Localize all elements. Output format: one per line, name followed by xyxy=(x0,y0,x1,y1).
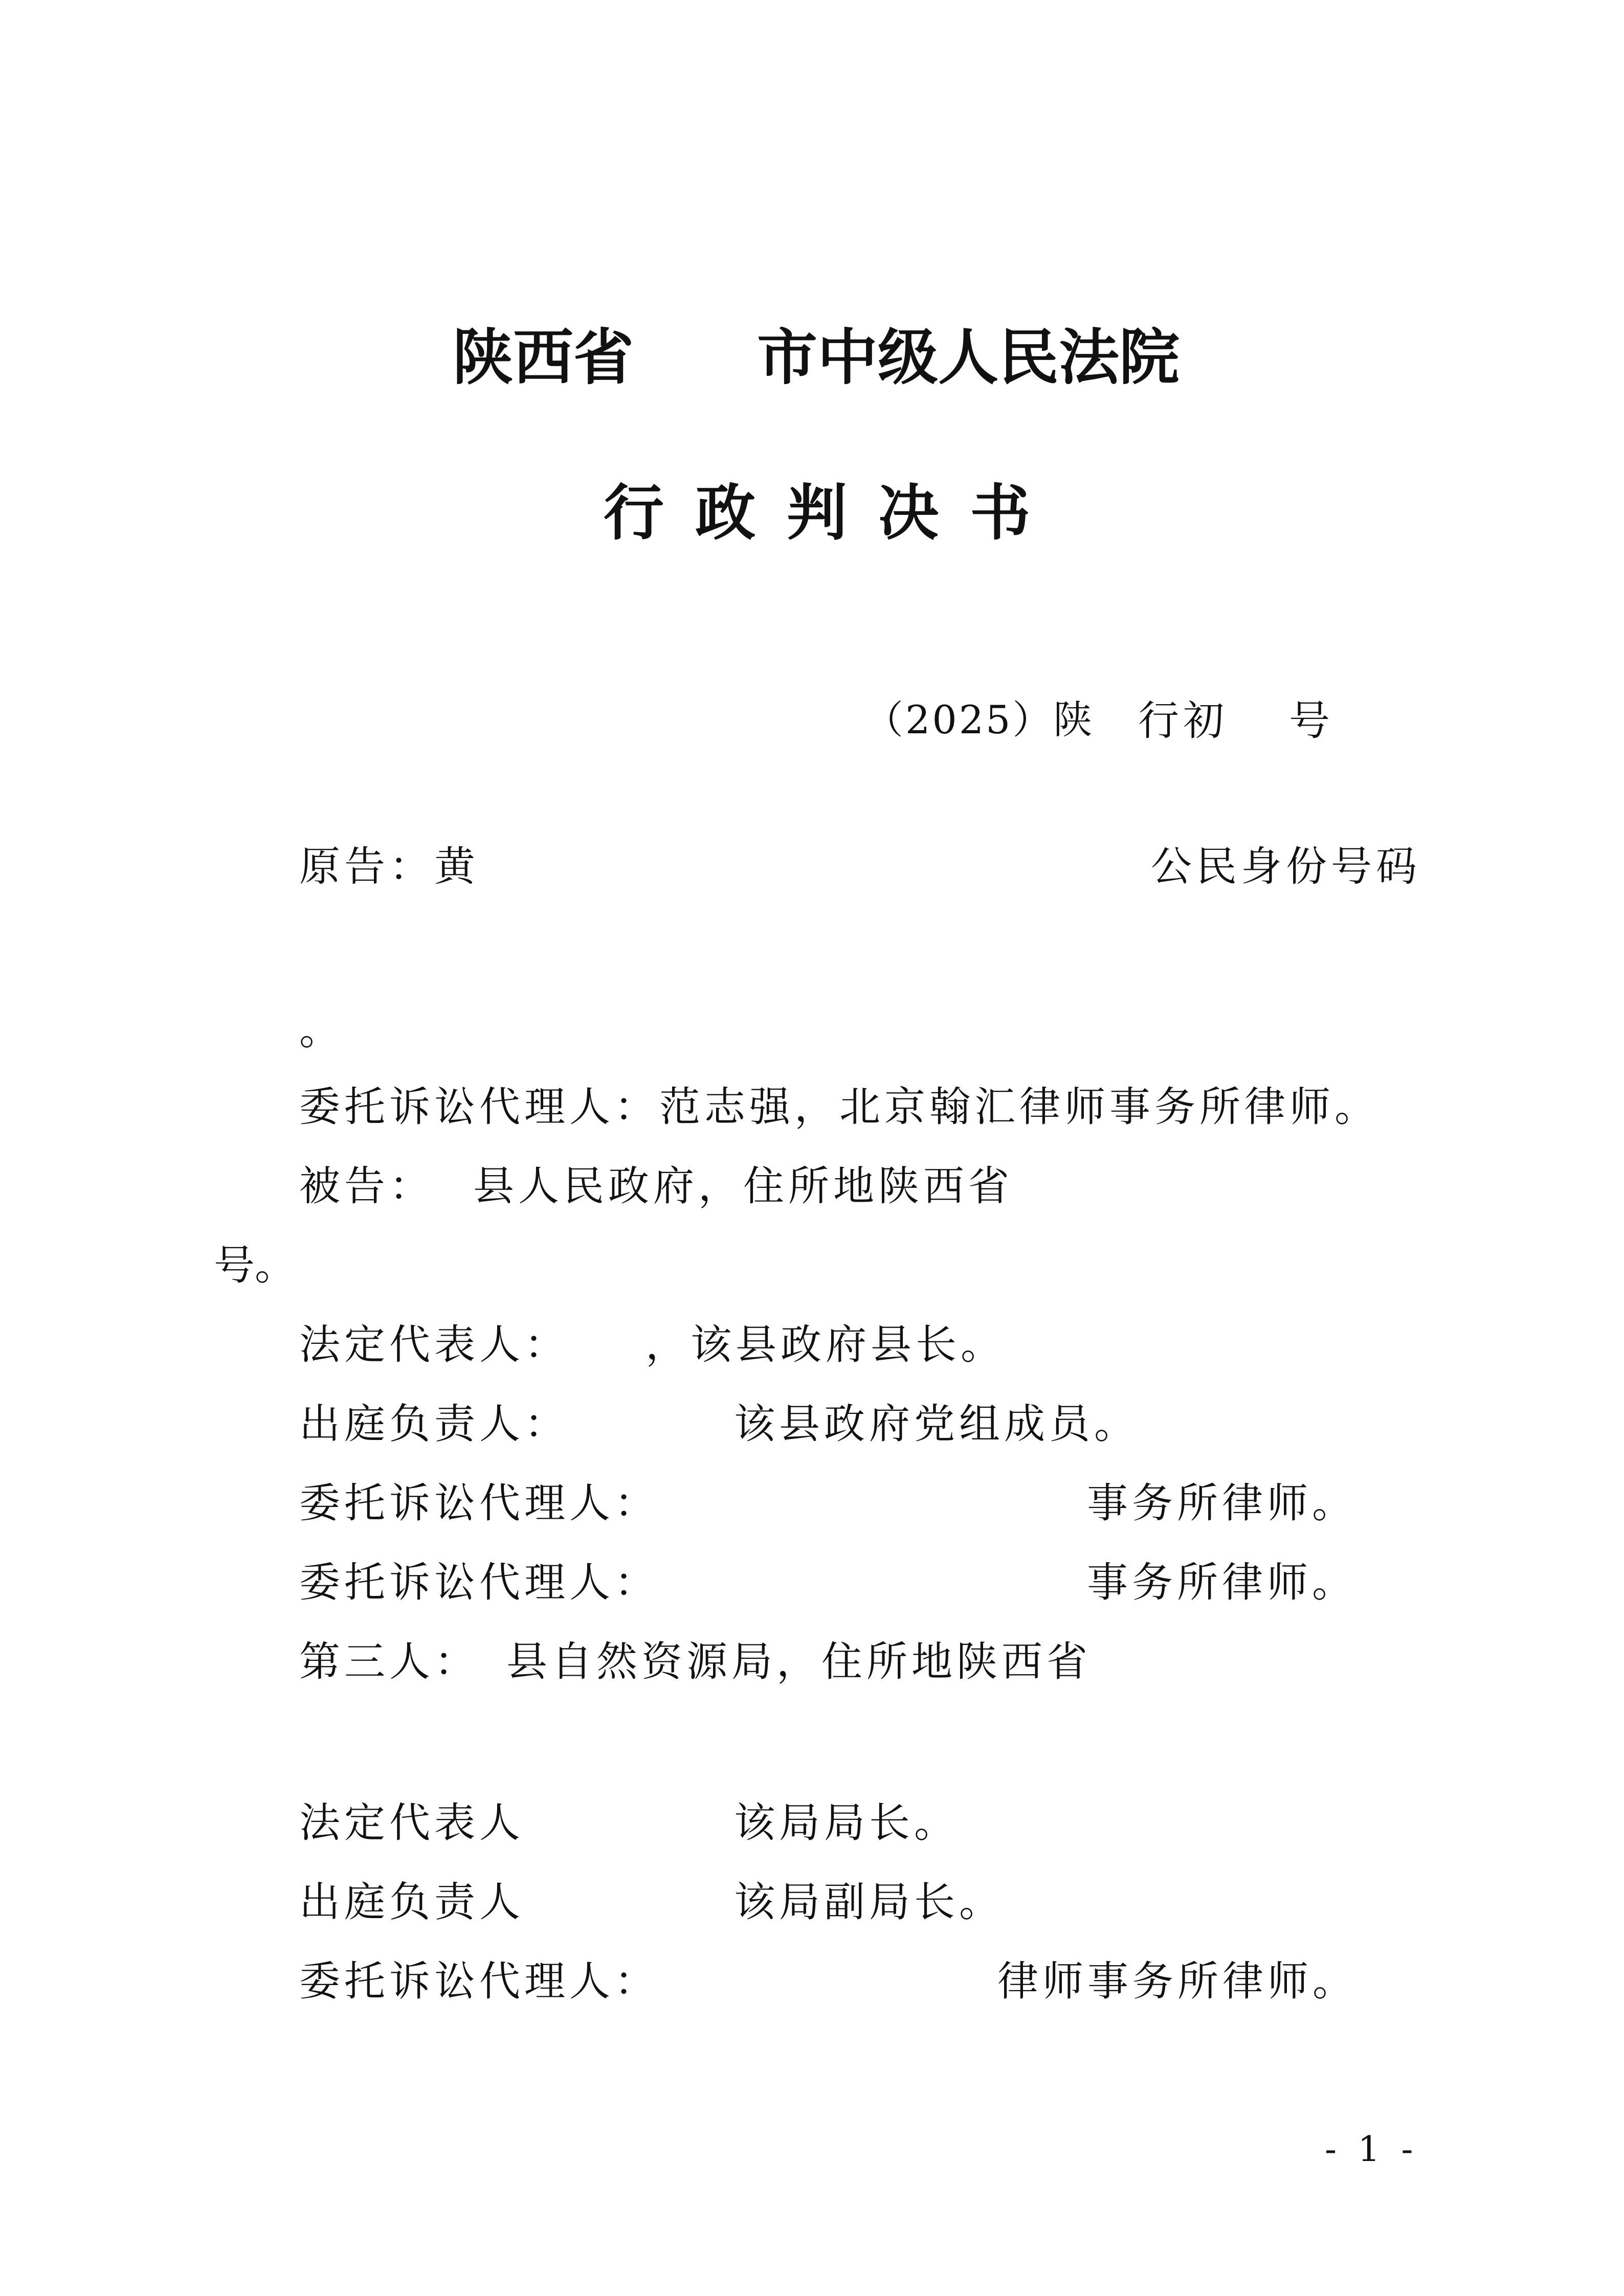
court-name-suffix: 市中级人民法院 xyxy=(757,322,1180,393)
third-party-agent-text: 律师事务所律师。 xyxy=(997,1957,1358,2005)
case-number-middle: 行初 xyxy=(1138,697,1228,745)
defendant-agent-1-label: 委托诉讼代理人： xyxy=(299,1479,659,1527)
plaintiff-id-label: 公民身份号码 xyxy=(1151,843,1421,890)
third-party-court-responsible-text: 该局副局长。 xyxy=(734,1878,1004,1926)
third-party-representative-label: 法定代表人 xyxy=(299,1799,524,1847)
defendant-agent-1-text: 事务所律师。 xyxy=(1087,1479,1357,1527)
plaintiff-name: 原告：黄 xyxy=(299,843,479,890)
third-party-text: 县自然资源局，住所地陕西省 xyxy=(506,1638,1092,1685)
case-number-year: （2025）陕 xyxy=(864,697,1095,742)
third-party-label: 第三人： xyxy=(299,1638,479,1685)
case-number-suffix: 号 xyxy=(1289,697,1330,745)
third-party-representative-text: 该局局长。 xyxy=(734,1799,959,1847)
page-number: - 1 - xyxy=(1325,2129,1418,2170)
defendant-representative-label: 法定代表人： xyxy=(299,1321,569,1368)
plaintiff-agent: 委托诉讼代理人：范志强，北京翰汇律师事务所律师。 xyxy=(299,1083,1380,1131)
third-party-court-responsible-label: 出庭负责人 xyxy=(299,1878,524,1926)
defendant-text: 县人民政府，住所地陕西省 xyxy=(473,1162,1013,1210)
defendant-agent-2-text: 事务所律师。 xyxy=(1087,1559,1357,1606)
defendant-representative-text: ，该县政府县长。 xyxy=(646,1321,1006,1368)
defendant-label: 被告： xyxy=(299,1162,434,1210)
defendant-court-responsible-label: 出庭负责人： xyxy=(299,1400,569,1448)
defendant-end: 号。 xyxy=(214,1242,296,1289)
document-type-title: 行 政 判 决 书 xyxy=(604,478,1036,548)
third-party-agent-label: 委托诉讼代理人： xyxy=(299,1957,659,2005)
court-name-prefix: 陕西省 xyxy=(453,322,634,393)
defendant-court-responsible-text: 该县政府党组成员。 xyxy=(734,1400,1139,1448)
plaintiff-end-mark: 。 xyxy=(299,1006,340,1054)
defendant-agent-2-label: 委托诉讼代理人： xyxy=(299,1559,659,1606)
